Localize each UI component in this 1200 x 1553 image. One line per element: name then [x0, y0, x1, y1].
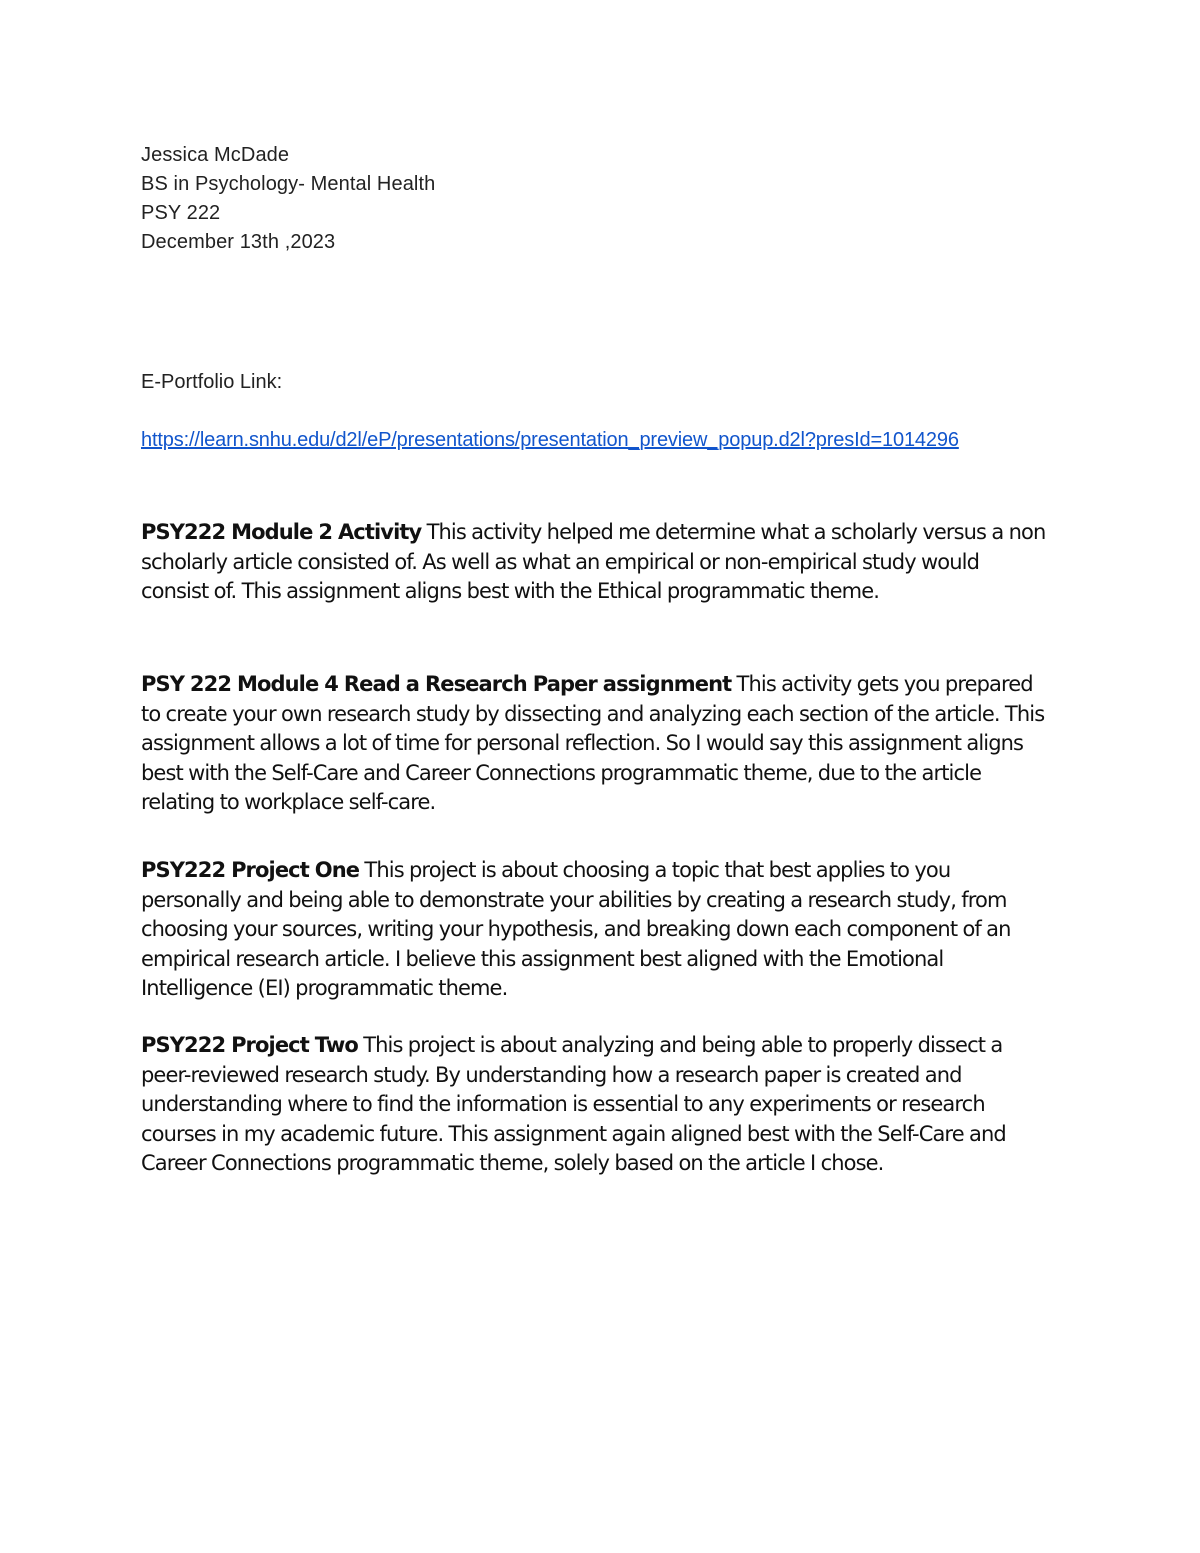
entry-title: PSY 222 Module 4 Read a Research Paper assignment: [141, 672, 732, 696]
entry-title: PSY222 Module 2 Activity: [141, 520, 422, 544]
entry-project-one: [141, 856, 1046, 1004]
entry-body: This project is about analyzing and being able to properly dissect a peer-reviewed research study. By understanding how a research paper is created and understanding where to find the information is essential to any experiments or research courses in my academic future. This assignment again aligned best with the Self-Care and Career Connections programmatic theme, solely based on the article I chose.: [141, 1033, 1006, 1175]
entry-body: This activity helped me determine what a scholarly versus a non scholarly article consisted of. As well as what an empirical or non-empirical study would consist of. This assignment aligns best with the Ethical programmatic theme.: [141, 520, 1046, 603]
entry-body: This activity gets you prepared to create your own research study by dissecting and analyzing each section of the article. This assignment allows a lot of time for personal reflection. So I would say this assignment aligns best with the Self-Care and Career Connections programmatic theme, due to the article relating to workplace self-care.: [141, 672, 1045, 814]
author-header: [141, 141, 1041, 257]
entry-project-two: [141, 1031, 1046, 1179]
degree-program: BS in Psychology- Mental Health: [141, 173, 436, 195]
entry-title: PSY222 Project Two: [141, 1033, 358, 1057]
entry-module-4-research-paper: [141, 670, 1046, 818]
entry-body: This project is about choosing a topic that best applies to you personally and being able to demonstrate your abilities by creating a research study, from choosing your sources, writing your hypothesis, and breaking down each component of an empirical research article. I believe this assignment best aligned with the Emotional Intelligence (EI) programmatic theme.: [141, 858, 1011, 1000]
portfolio-label: E-Portfolio Link:: [141, 371, 283, 393]
entry-title: PSY222 Project One: [141, 858, 360, 882]
entry-module-2-activity: [141, 518, 1046, 607]
document-date: December 13th ,2023: [141, 231, 336, 253]
author-name: Jessica McDade: [141, 144, 290, 166]
portfolio-link[interactable]: https://learn.snhu.edu/d2l/eP/presentations/presentation_preview_popup.d2l?presId=1014296: [141, 429, 959, 451]
course-code: PSY 222: [141, 202, 221, 224]
